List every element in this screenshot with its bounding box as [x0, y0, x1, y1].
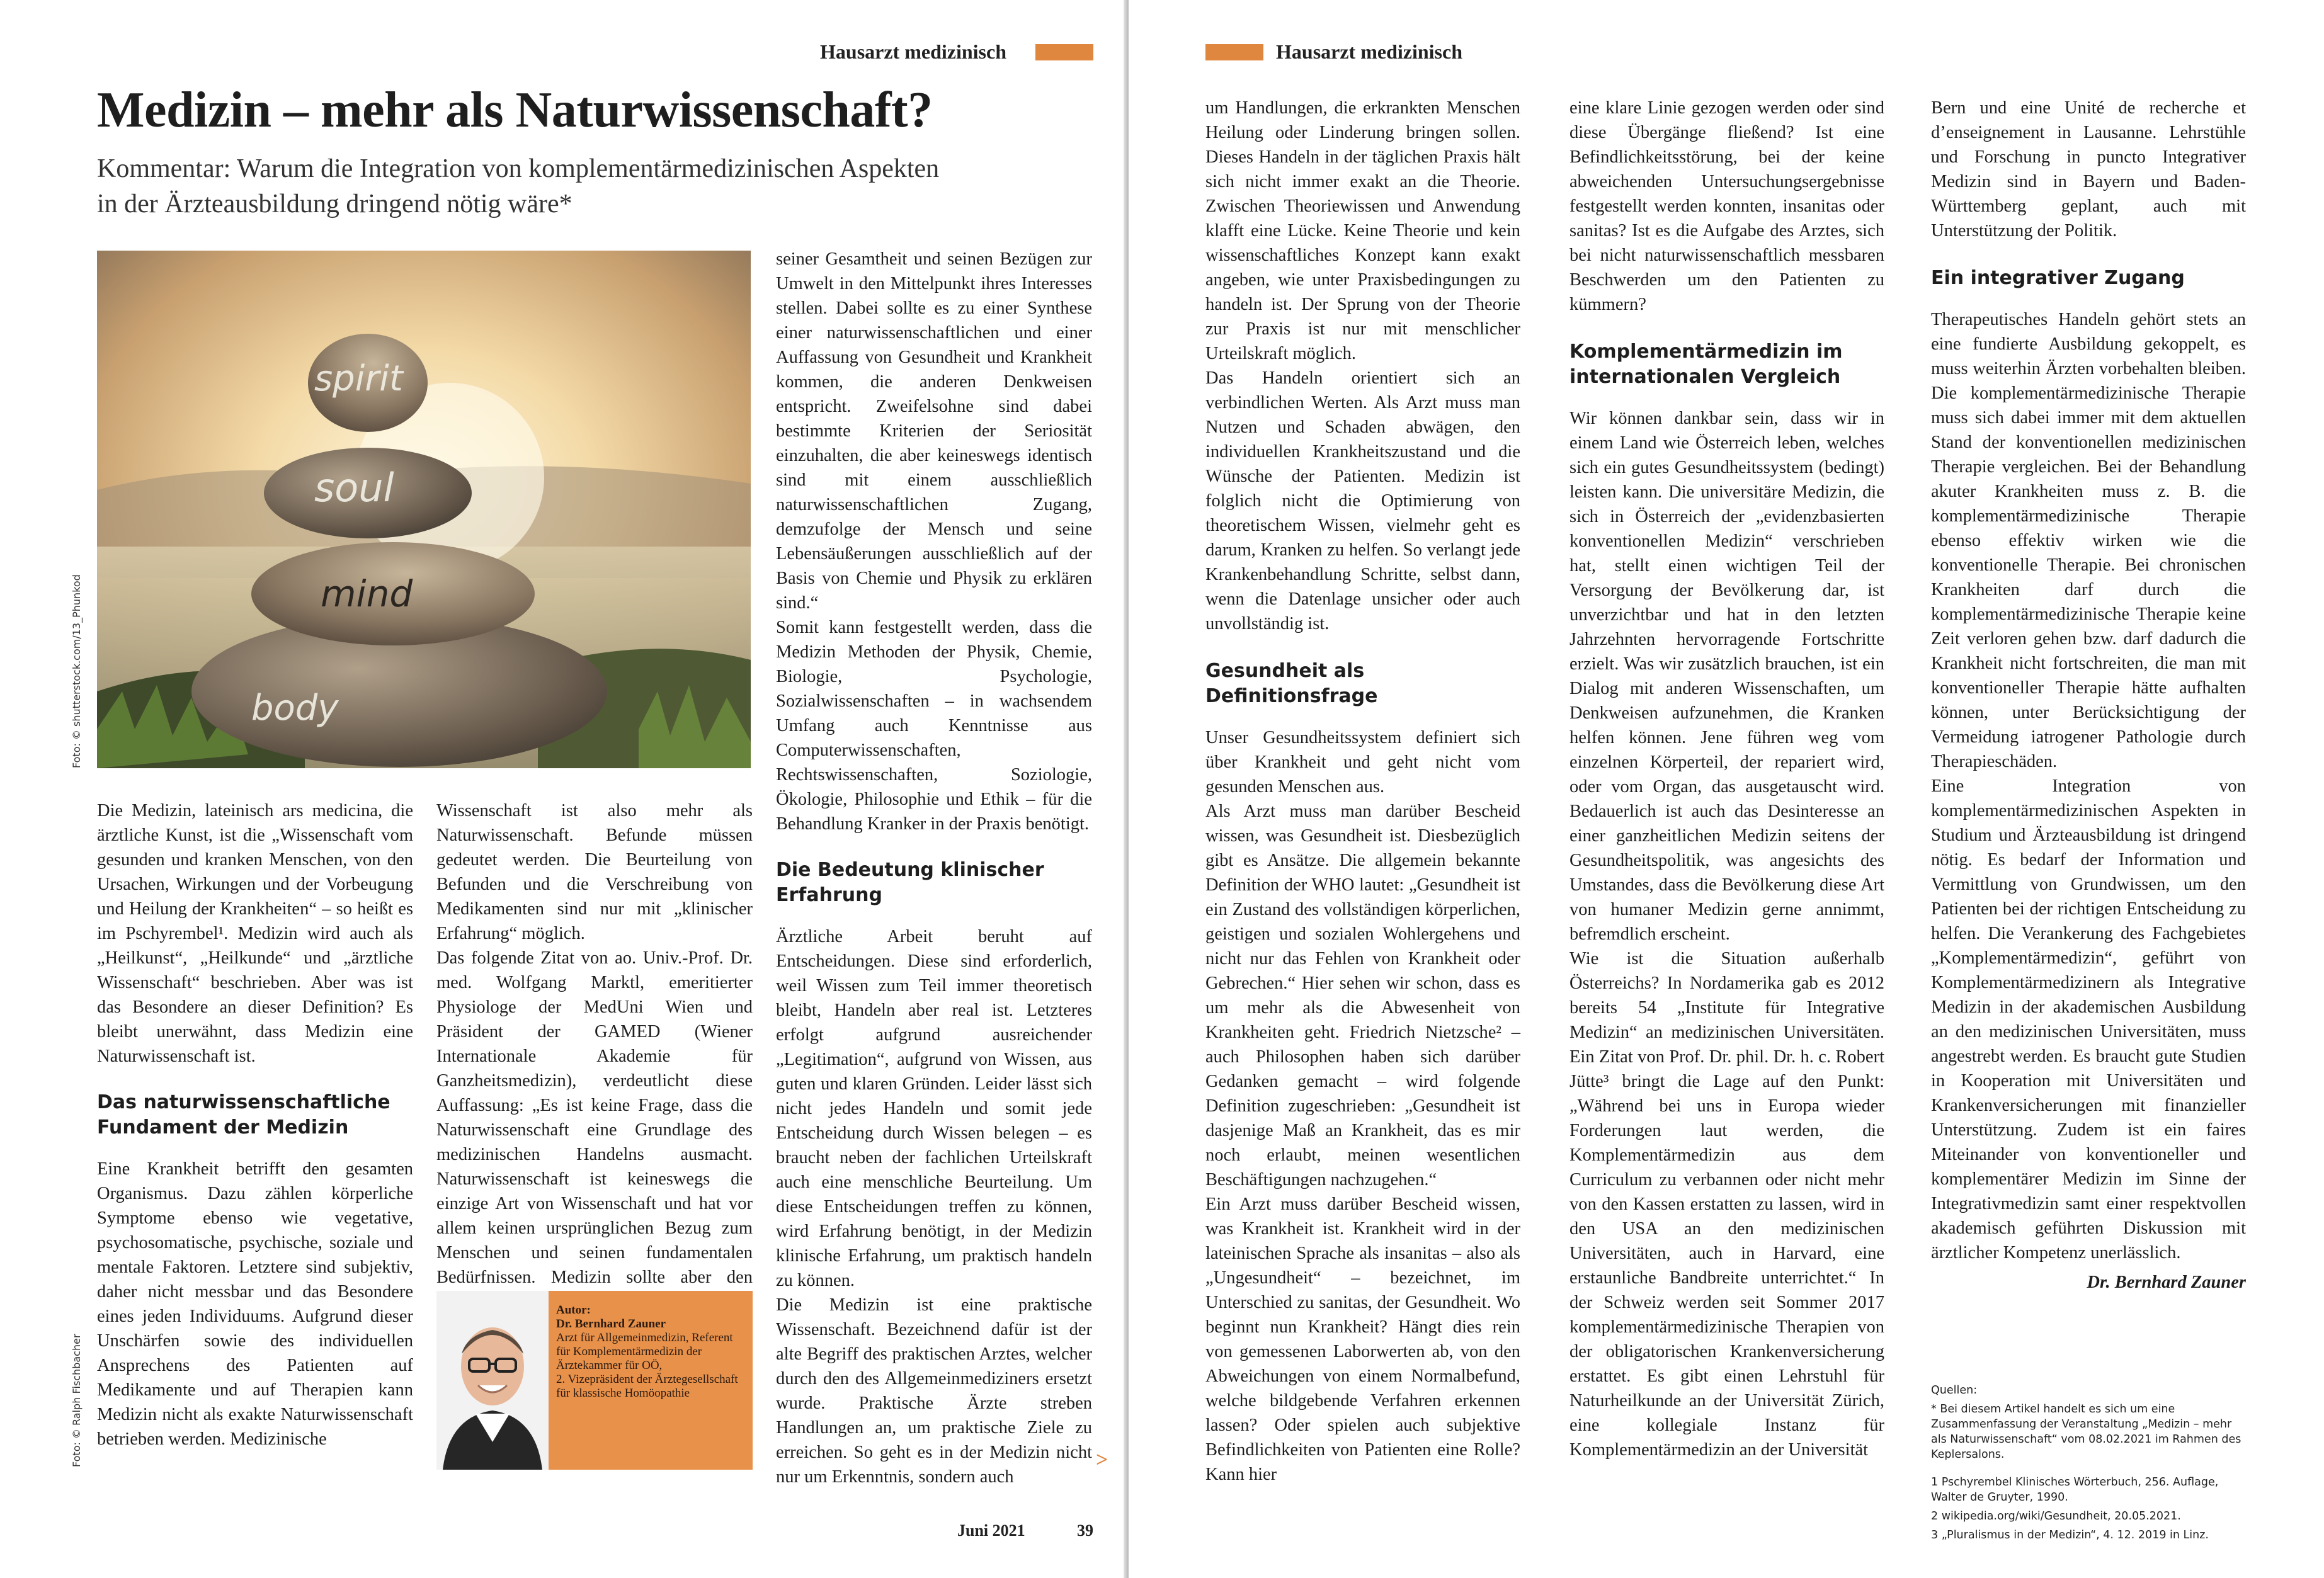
paragraph: Therapeutisches Handeln gehört stets an eine fundierte Ausbildung gekoppelt, es muss weiterhin Ärzten vorbehalten bleiben. Die komplementärmedizinische Therapie muss sich dabei immer mit dem aktuellen Stand der konventionellen medizinischen Therapie vergleichen. Bei der Behandlung akuter Krankheiten muss z. B. die komplementärmedizinische Therapie ebenso effektiv wirken wie die konventionelle Therapie. Bei chronischen Krankheiten darf durch die komplementärmedizinische Therapie keine Zeit verloren gehen bzw. darf dadurch die Krankheit nicht fortschreiten, die man mit konventioneller Therapie hätte aufhalten können, unter Berücksichtigung der Vermeidung iatrogener Pathologie durch Therapieschäden.	[1931, 310, 2246, 771]
footer-date: Juni 2021	[957, 1521, 1025, 1540]
source-note-2: 2 wikipedia.org/wiki/Gesundheit, 20.05.2021.	[1931, 1510, 2181, 1523]
left-column-1	[97, 798, 413, 1451]
paragraph: Bern und eine Unité de recherche et d’enseignement in Lausanne. Lehrstühle und Forschung in puncto Integrativer Medizin sind in Bayern und Baden-Württemberg geplant, auch mit Unterstützung der Politik.	[1931, 98, 2246, 241]
author-label: Autor:	[556, 1303, 591, 1317]
left-column-3	[776, 247, 1092, 1489]
paragraph: Eine Krankheit betrifft den gesamten Organismus. Dazu zählen körperliche Symptome ebenso wie vegetative, psychosomatische, psychische, soziale und mentale Faktoren. Letztere sind subjektiv, daher nicht messbar und das Besondere eines jeden Individuums. Aufgrund dieser Unschärfen sowie des individuellen Ansprechens des Patienten auf Medikamente und auf Therapien kann Medizin nicht als exakte Naturwissenschaft betrieben werden. Medizinische	[97, 1159, 413, 1449]
article-title: Medizin – mehr als Naturwissenschaft?	[97, 82, 933, 138]
section-heading: Das naturwissenschaftliche Fundament der Medizin	[97, 1091, 390, 1138]
source-note-1: 1 Pschyrembel Klinisches Wörterbuch, 256. Auflage, Walter de Gruyter, 1990.	[1931, 1476, 2219, 1504]
paragraph: Wie ist die Situation außerhalb Österreichs? In Nordamerika gab es 2012 bereits 54 „Institute für Integrative Medizin“ an medizinischen Universitäten. Ein Zitat von Prof. Dr. phil. Dr. h. c. Robert Jütte³ bringt die Lage auf den Punkt: „Während bei uns in Europa wieder Forderungen laut werden, die Komplementärmedizin aus dem Curriculum zu verbannen oder nicht mehr von den Kassen erstatten zu lassen, wird in den USA an den medizinischen Universitäten, auch in Harvard, eine erstaunliche Bandbreite unterrichtet.“ In der Schweiz werden seit Sommer 2017 komplementärmedizinische Therapien von der obligatorischen Krankenversicherung erstattet. Es gibt einen Lehrstuhl für Naturheilkunde an der Universität Zürich, eine kollegiale Instanz für Komplementärmedizin an der Universität	[1569, 949, 1884, 1460]
author-portrait	[436, 1291, 549, 1470]
author-name: Dr. Bernhard Zauner	[556, 1317, 666, 1331]
paragraph: Unser Gesundheitssystem definiert sich über Krankheit und geht nicht vom gesunden Menschen aus.	[1205, 728, 1520, 797]
paragraph: Wir können dankbar sein, dass wir in einem Land wie Österreich leben, welches sich ein gutes Gesundheitssystem (bedingt) leisten kann. Die universitäre Medizin, die sich in Österreich der „evidenzbasierten konventionellen Medizin“ verschrieben hat, stellt einen wichtigen Teil der Versorgung der Bevölkerung dar, ist unverzichtbar und hat in den letzten Jahrzehnten hervorragende Fortschritte erzielt. Was wir zusätzlich brauchen, ist ein Dialog mit anderen Wissenschaften, um Denkweisen aufzunehmen, die Kranken helfen können. Jene führen weg vom einzelnen Körperteil, der repariert wird, oder vom Organ, das ausgetauscht wird. Bedauerlich ist auch das Desinteresse an einer ganzheitlichen Medizin seitens der Gesundheitspolitik, was angesichts des Umstandes, dass die Bevölkerung diese Art von humaner Medizin gerne annimmt, befremdlich erscheint.	[1569, 409, 1884, 944]
left-page	[0, 0, 1129, 1578]
left-column-2	[436, 798, 753, 1314]
paragraph: Ein Arzt muss darüber Bescheid wissen, was Krankheit ist. Krankheit wird in der lateinischen Sprache als insanitas – also als „Ungesundheit“ – bezeichnet, im Unterschied zu sanitas, der Gesundheit. Wo beginnt nun Krankheit? Hängt dies rein von gemessenen Laborwerten ab, von den Abweichungen von einem Normalbefund, welche bildgebende Verfahren erkennen lassen? Oder spielen auch subjektive Befindlichkeiten von Patienten eine Rolle? Kann hier	[1205, 1195, 1520, 1484]
paragraph: Die Medizin ist eine praktische Wissenschaft. Bezeichnend dafür ist der alte Begriff des praktischen Arztes, welcher durch den des Allgemeinmediziners ersetzt wurde. Praktische Ärzte streben Handlungen an, um praktische Ziele zu erreichen. So geht es in der Medizin nicht nur um Erkenntnis, sondern auch	[776, 1295, 1092, 1487]
photo-word-soul: soul	[314, 465, 394, 511]
section-heading: Die Bedeutung klinischer Erfahrung	[776, 859, 1044, 906]
section-header-bar	[1035, 44, 1093, 60]
right-column-1	[1205, 96, 1520, 1487]
section-heading: Komplementärmedizin im internationalen Vergleich	[1569, 341, 1843, 388]
author-box	[436, 1291, 753, 1470]
photo-word-spirit: spirit	[314, 358, 403, 399]
paragraph: Eine Integration von komplementärmedizinischen Aspekten in Studium und Ärzteausbildung ist dringend nötig. Es bedarf der Information und Vermittlung von Grundwissen, um den Patienten bei der richtigen Entscheidung zu helfen. Die Verankerung des Fachgebietes „Komplementärmedizin“, geführt von Komplementärmedizinern als Integrative Medizin in der akademischen Ausbildung an den medizinischen Universitäten, muss angestrebt werden. Es braucht gute Studien in Kooperation mit Universitäten und Krankenversicherungen mit finanzieller Unterstützung. Zudem ist ein faires Miteinander von konventioneller und komplementärer Medizin im Sinne der Integrativmedizin samt einer respektvollen akademisch geführten Diskussion mit ärztlicher Kompetenz unerlässlich.	[1931, 776, 2246, 1263]
paragraph: seiner Gesamtheit und seinen Bezügen zur Umwelt in den Mittelpunkt ihres Interesses stellen. Dabei sollte es zu einer Synthese einer naturwissenschaftlichen und einer Auffassung von Gesundheit und Krankheit kommen, die anderen Denkweisen entspricht. Zweifelsohne sind dabei bestimmte Kriterien der Seriosität einzuhalten, die aber keineswegs identisch sind mit einem ausschließlich naturwissenschaftlichen Zugang, demzufolge der Mensch und seine Lebensäußerungen ausschließlich auf der Basis von Chemie und Physik zu erklären sind.“	[776, 249, 1092, 613]
paragraph: eine klare Linie gezogen werden oder sind diese Übergänge fließend? Ist eine Befindlichkeitsstörung, bei der keine abweichenden Untersuchungsergebnisse festgestellt werden konnten, insanitas oder sanitas? Ist es die Aufgabe des Arztes, sich bei nicht naturwissenschaftlich messbaren Beschwerden um den Patienten zu kümmern?	[1569, 98, 1884, 314]
right-column-2	[1569, 96, 1884, 1462]
author-photo-credit: Foto: © Ralph Fischbacher	[71, 1334, 83, 1467]
subtitle-line-1: Kommentar: Warum die Integration von komplementärmedizinischen Aspekten	[97, 154, 940, 183]
paragraph: Das folgende Zitat von ao. Univ.-Prof. Dr. med. Wolfgang Marktl, emeritierter Physiologe der MedUni Wien und Präsident der GAMED (Wiener Internationale Akademie für Ganzheitsmedizin), verdeutlicht diese Auffassung: „Es ist keine Frage, dass die Naturwissenschaft eine Grundlage des medizinischen Handelns ausmacht. Naturwissenschaft ist keineswegs die einzige Art von Wissenschaft und hat vor allem keinen ursprünglichen Bezug zum Menschen und seinen fundamentalen Bedürfnissen. Medizin sollte aber den	[436, 948, 753, 1287]
article-subtitle	[97, 151, 1105, 222]
photo-word-body: body	[251, 688, 339, 729]
photo-word-mind: mind	[321, 572, 413, 615]
source-note-3: 3 „Pluralismus in der Medizin“, 4. 12. 2019 in Linz.	[1931, 1529, 2209, 1541]
right-page	[1129, 0, 2324, 1578]
paragraph: Das Handeln orientiert sich an verbindlichen Werten. Als Arzt muss man Nutzen und Schaden abwägen, den individuellen Krankheitszustand und die Wünsche der Patienten. Medizin ist folglich nicht die Optimierung von theoretischem Wissen, vielmehr geht es darum, Kranken zu helfen. So verlangt jede Krankenbehandlung Schritte, selbst dann, wenn die Datenlage unsicher oder auch unvollständig ist.	[1205, 368, 1520, 633]
section-header-bar	[1205, 44, 1263, 60]
hero-photo-stacked-stones	[97, 251, 751, 768]
section-header: Hausarzt medizinisch	[820, 40, 1006, 63]
author-info	[556, 1303, 745, 1400]
paragraph: Als Arzt muss man darüber Bescheid wissen, was Gesundheit ist. Diesbezüglich gibt es Ansätze. Die allgemein bekannte Definition der WHO lautet: „Gesundheit ist ein Zustand des vollständigen körperlichen, geistigen und sozialen Wohlergehens und nicht nur das Fehlen von Krankheit oder Gebrechen.“ Hier sehen wir schon, dass es um mehr als die Abwesenheit von Krankheiten geht. Friedrich Nietzsche² – auch Philosophen haben sich darüber Gedanken gemacht – wird folgende Definition zugeschrieben: „Gesundheit ist dasjenige Maß an Krankheit, das es mir noch erlaubt, meinen wesentlichen Beschäftigungen nachzugehen.“	[1205, 802, 1520, 1189]
paragraph: um Handlungen, die erkrankten Menschen Heilung oder Linderung bringen sollen. Dieses Handeln in der täglichen Praxis hält sich nicht immer exakt an die Theorie. Zwischen Theoriewissen und Anwendung klafft eine Lücke. Keine Theorie und kein wissenschaftliches Konzept kann exakt angeben, wie unter Praxisbedingungen zu handeln ist. Der Sprung von der Theorie zur Praxis ist nur mit menschlicher Urteilskraft möglich.	[1205, 98, 1520, 363]
author-portrait-image	[436, 1291, 549, 1470]
paragraph: Die Medizin, lateinisch ars medicina, die ärztliche Kunst, ist die „Wissenschaft vom gesunden und kranken Menschen, von den Ursachen, Wirkungen und der Vorbeugung und Heilung der Krankheiten“ – so heißt es im Pschyrembel¹. Medizin wird auch als „Heilkunst“, „Heilkunde“ und „ärztliche Wissenschaft“ beschrieben. Aber was ist das Besondere an dieser Definition? Es bleibt unerwähnt, dass Medizin eine Naturwissenschaft ist.	[97, 801, 413, 1066]
stones-illustration	[97, 251, 751, 768]
author-role-1: Arzt für Allgemeinmedizin, Referent für Komplementärmedizin der Ärztekammer für OÖ,	[556, 1331, 733, 1372]
signature: Dr. Bernhard Zauner	[2087, 1273, 2246, 1292]
right-column-3	[1931, 96, 2246, 1295]
photo-credit: Foto: © shutterstock.com/13_Phunkod	[71, 574, 83, 768]
section-header: Hausarzt medizinisch	[1276, 40, 1462, 63]
section-heading: Gesundheit als Definitionsfrage	[1205, 660, 1378, 707]
page-number: 39	[1077, 1521, 1093, 1540]
author-role-2: 2. Vizepräsident der Ärztegesellschaft für klassische Homöopathie	[556, 1373, 738, 1400]
section-heading: Ein integrativer Zugang	[1931, 267, 2185, 289]
sources-label: Quellen:	[1931, 1384, 1978, 1397]
source-note-star: * Bei diesem Artikel handelt es sich um eine Zusammenfassung der Veranstaltung „Medizin – mehr als Naturwissenschaft“ vom 08.02.2021 im Rahmen des Keplersalons.	[1931, 1403, 2241, 1461]
paragraph: Ärztliche Arbeit beruht auf Entscheidungen. Diese sind erforderlich, weil Wissen zum Teil immer theoretisch bleibt, Handeln aber real ist. Letzteres erfolgt aufgrund ausreichender „Legitimation“, aufgrund von Wissen, aus guten und klaren Gründen. Leider lässt sich nicht jedes Handeln und somit jede Entscheidung durch Wissen belegen – es braucht neben der fachlichen Urteilskraft auch eine menschliche Beurteilung. Um diese Entscheidungen treffen zu können, wird Erfahrung benötigt, in der Medizin klinische Erfahrung, um praktisch handeln zu können.	[776, 927, 1092, 1290]
sources-notes	[1931, 1383, 2246, 1547]
paragraph: Wissenschaft ist also mehr als Naturwissenschaft. Befunde müssen gedeutet werden. Die Beurteilung von Befunden und die Verschreibung von Medikamenten sind nur mit „klinischer Erfahrung“ möglich.	[436, 801, 753, 943]
paragraph: Somit kann festgestellt werden, dass die Medizin Methoden der Physik, Chemie, Biologie, Psychologie, Sozialwissenschaften – in wachsendem Umfang auch Kenntnisse aus Computerwissenschaften, Rechtswissenschaften, Soziologie, Ökologie, Philosophie und Ethik – für die Behandlung Kranker in der Praxis benötigt.	[776, 618, 1092, 834]
continue-arrow: >	[1096, 1448, 1108, 1472]
subtitle-line-2: in der Ärzteausbildung dringend nötig wäre*	[97, 190, 572, 219]
